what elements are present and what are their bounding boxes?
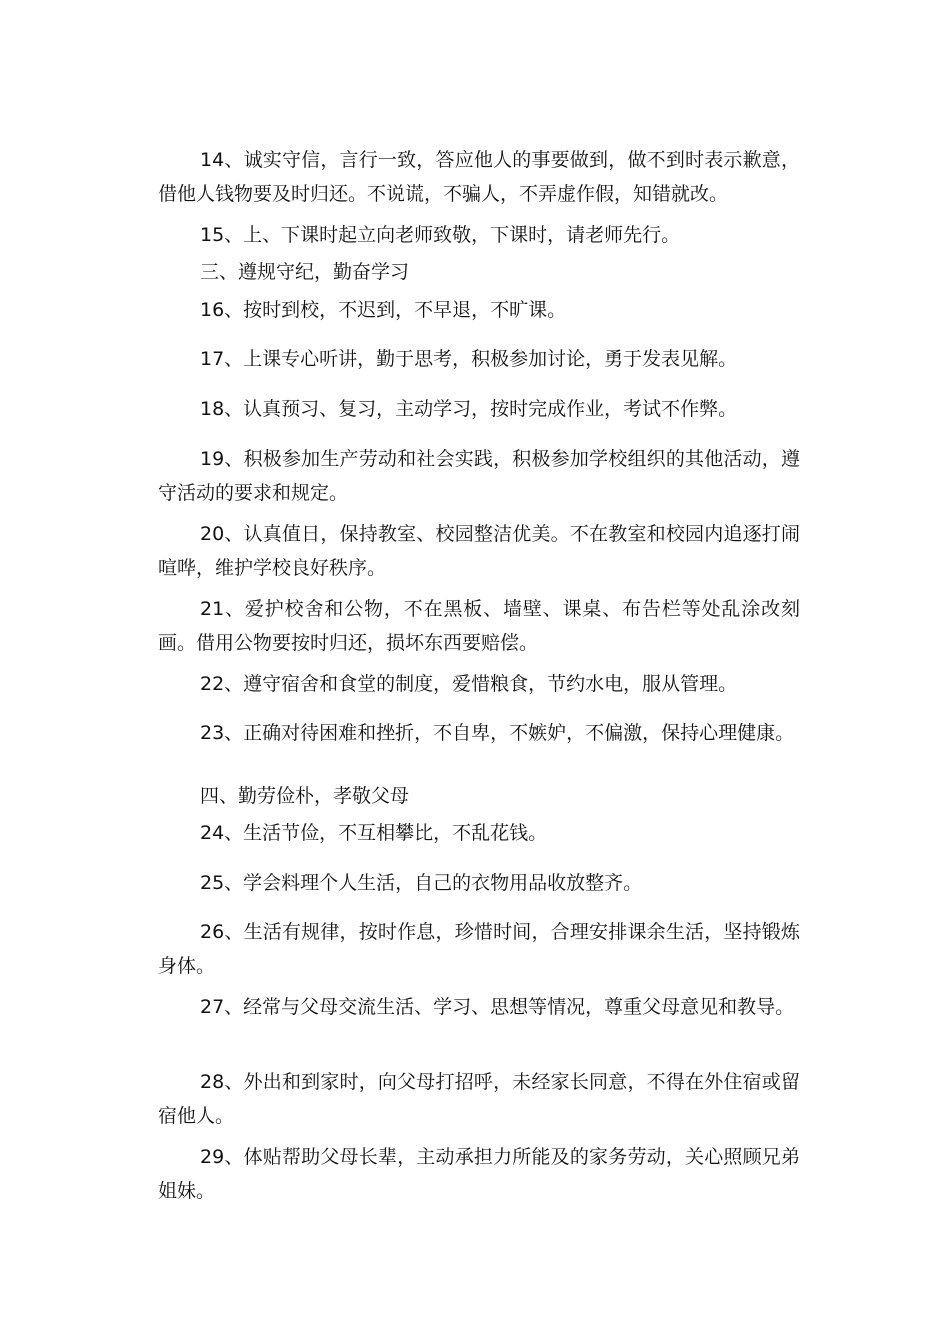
rule-21-paragraph: 21、爱护校舍和公物，不在黑板、墙壁、课桌、布告栏等处乱涂改刻画。借用公物要按时归还，损坏东西要赔偿。 <box>158 598 800 654</box>
rule-19-paragraph: 19、积极参加生产劳动和社会实践，积极参加学校组织的其他活动，遵守活动的要求和规定。 <box>158 448 800 504</box>
rule-29-paragraph: 29、体贴帮助父母长辈，主动承担力所能及的家务劳动，关心照顾兄弟姐妹。 <box>158 1146 800 1202</box>
rule-23-paragraph: 23、正确对待困难和挫折，不自卑，不嫉妒，不偏激，保持心理健康。 <box>200 722 795 744</box>
section-3-heading: 三、遵规守纪，勤奋学习 <box>200 261 410 283</box>
section-4-heading: 四、勤劳俭朴，孝敬父母 <box>200 785 410 807</box>
rule-17-paragraph: 17、上课专心听讲，勤于思考，积极参加讨论，勇于发表见解。 <box>200 348 738 370</box>
rule-14-paragraph: 14、诚实守信，言行一致，答应他人的事要做到，做不到时表示歉意，借他人钱物要及时归还。不说谎，不骗人，不弄虚作假，知错就改。 <box>158 149 800 205</box>
rule-27-paragraph: 27、经常与父母交流生活、学习、思想等情况，尊重父母意见和教导。 <box>200 996 795 1018</box>
rule-20-paragraph: 20、认真值日，保持教室、校园整洁优美。不在教室和校园内追逐打闹喧哗，维护学校良好秩序。 <box>158 523 800 579</box>
rule-18-paragraph: 18、认真预习、复习，主动学习，按时完成作业，考试不作弊。 <box>200 398 738 420</box>
rule-25-paragraph: 25、学会料理个人生活，自己的衣物用品收放整齐。 <box>200 872 643 894</box>
rule-16-paragraph: 16、按时到校，不迟到，不早退，不旷课。 <box>200 299 567 321</box>
rule-22-paragraph: 22、遵守宿舍和食堂的制度，爱惜粮食，节约水电，服从管理。 <box>200 673 738 695</box>
rule-15-paragraph: 15、上、下课时起立向老师致敬，下课时，请老师先行。 <box>200 224 681 246</box>
rule-28-paragraph: 28、外出和到家时，向父母打招呼，未经家长同意，不得在外住宿或留宿他人。 <box>158 1071 800 1127</box>
rule-24-paragraph: 24、生活节俭，不互相攀比，不乱花钱。 <box>200 822 548 844</box>
rule-26-paragraph: 26、生活有规律，按时作息，珍惜时间，合理安排课余生活，坚持锻炼身体。 <box>158 921 800 977</box>
